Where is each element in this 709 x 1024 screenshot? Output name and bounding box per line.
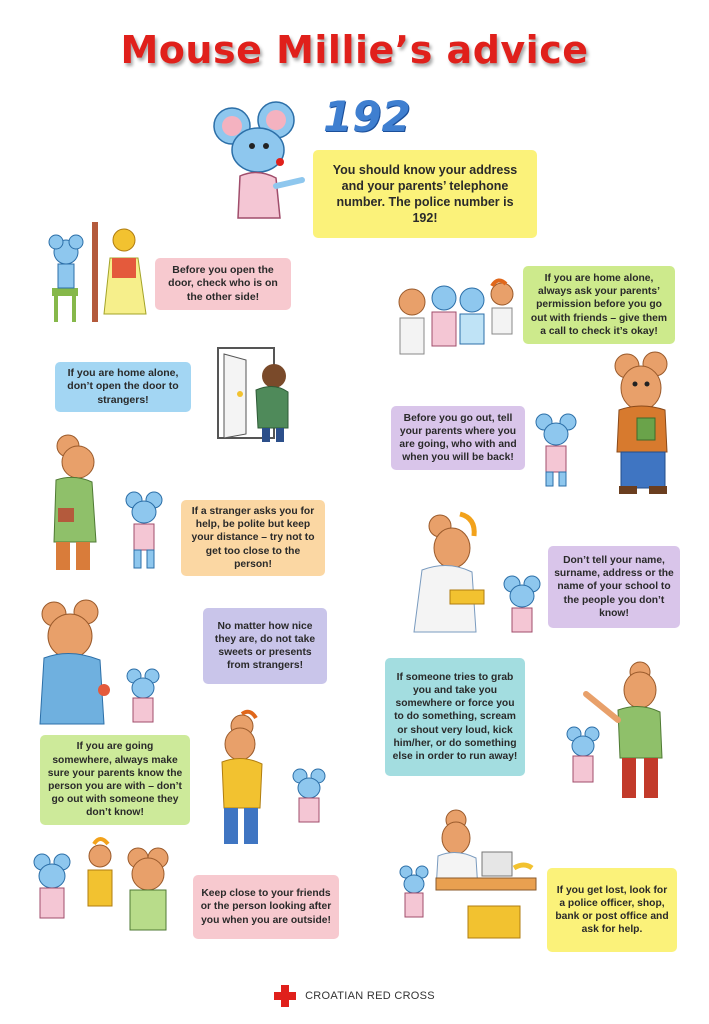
tip-text: If you are home alone, don’t open the door to strangers! [67, 366, 179, 406]
tip-text: If a stranger asks you for help, be polite but keep your distance – try not to get too close to the person! [191, 506, 315, 570]
mouse-at-door-illustration [196, 342, 306, 447]
tip-know-address [313, 150, 537, 238]
tip-text: You should know your address and your parents’ telephone number. The police number is 192! [332, 163, 518, 225]
tip-text: No matter how nice they are, do not take sweets or presents from strangers! [214, 620, 316, 672]
tip-text: Keep close to your friends or the person looking after you when you are outside! [200, 888, 332, 926]
stranger-asks-illustration [30, 430, 180, 575]
tip-text: Don’t tell your name, surname, address or the name of your school to the people you don’t know! [554, 555, 674, 619]
tip-dont-tell-name [548, 546, 680, 628]
shopkeeper-counter-illustration [392, 806, 547, 956]
sweets-offered-illustration [30, 600, 170, 730]
tip-keep-close [193, 875, 339, 939]
tip-no-sweets [203, 608, 327, 684]
page-title: Mouse Millie’s advice [120, 28, 589, 72]
mouse-running-away-illustration [556, 660, 686, 810]
tip-text: If you get lost, look for a police officer, shop, bank or post office and ask for help. [555, 884, 669, 936]
tip-tell-parents [391, 406, 525, 470]
mouse-with-books-illustration [597, 348, 702, 500]
tip-text: Before you open the door, check who is on the other side! [168, 263, 278, 303]
tip-get-lost [547, 868, 677, 952]
mice-friends-illustration [20, 840, 170, 950]
tip-text: If you are going somewhere, always make sure your parents know the person you are with – don’t go out with someone they don’t know! [47, 741, 183, 819]
tip-text: Before you go out, tell your parents where you are going, who with and when you will be back! [399, 412, 517, 464]
mice-group-phone-illustration [388, 276, 523, 371]
tip-stranger-help [181, 500, 325, 576]
tip-home-alone-ask [523, 266, 675, 344]
tip-text: If you are home alone, always ask your parents’ permission before you go out with friends – give them a call to check it’s okay! [530, 273, 668, 337]
emergency-number: 192 [323, 92, 411, 141]
stranger-scientist-illustration [392, 514, 552, 644]
small-mouse-listening-illustration [530, 410, 590, 492]
tip-run-away [385, 658, 525, 776]
millie-pointing-illustration [210, 98, 315, 228]
red-cross-icon [274, 985, 296, 1007]
tip-parents-know [40, 735, 190, 825]
tip-text: If someone tries to grab you and take you somewhere or force you to do something, scream or shout very loud, kick him/her, or do something else in order to run away! [392, 671, 518, 762]
mice-at-door-illustration [40, 218, 150, 328]
mice-walking-illustration [200, 712, 335, 852]
tip-check-door [155, 258, 291, 310]
footer [0, 985, 709, 1007]
tip-dont-open-door [55, 362, 191, 412]
organization-name: CROATIAN RED CROSS [305, 990, 435, 1002]
